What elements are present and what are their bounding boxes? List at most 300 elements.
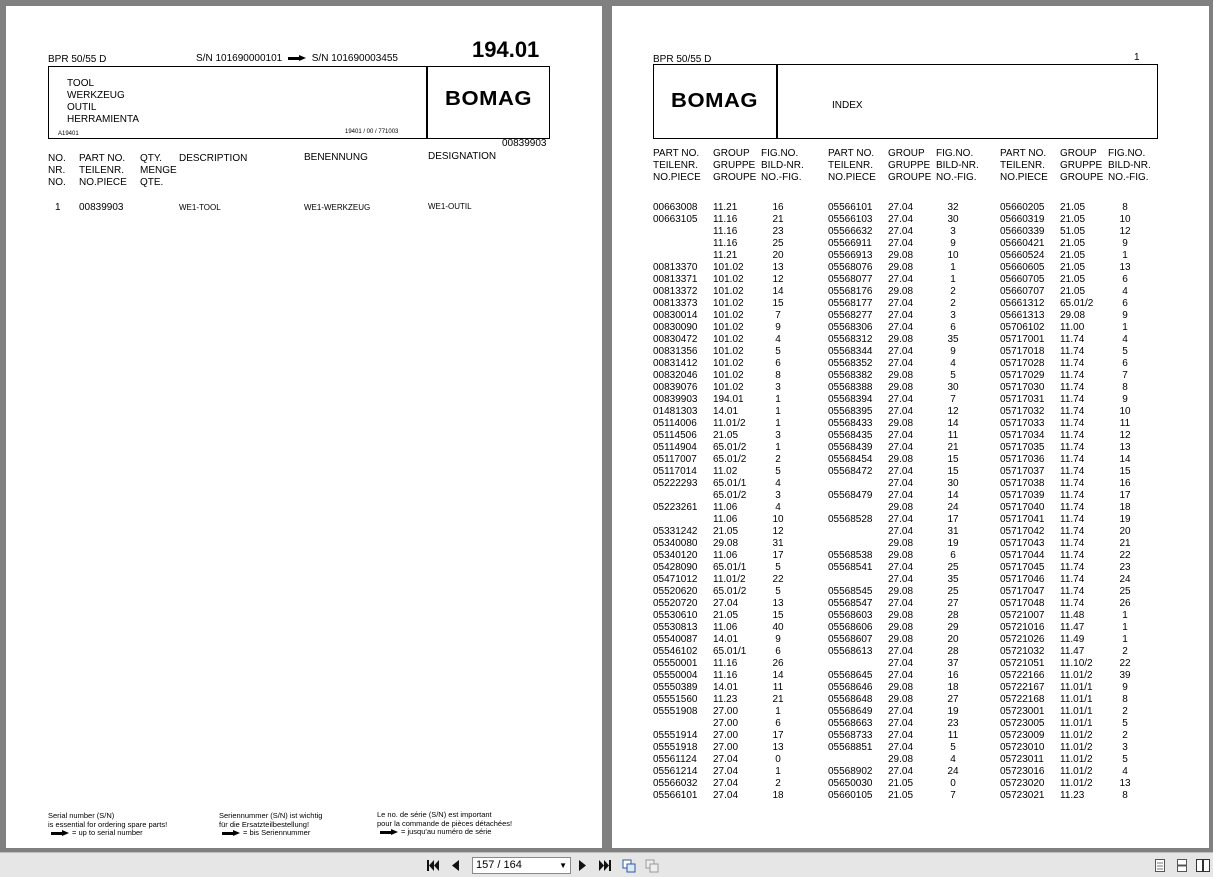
index-cell: 40: [772, 622, 784, 633]
index-cell: 05566632: [828, 226, 873, 237]
index-cell: 11.74: [1060, 478, 1085, 489]
index-cell: 00831412: [653, 358, 698, 369]
index-cell: 11.74: [1060, 526, 1085, 537]
index-cell: 05568277: [828, 310, 873, 321]
row-part: 00839903: [79, 202, 124, 213]
index-cell: 11.74: [1060, 502, 1085, 513]
index-cell: 1: [1122, 610, 1128, 621]
index-cell: 21: [947, 442, 959, 453]
index-cell: 05717041: [1000, 514, 1045, 525]
index-cell: 23: [772, 226, 784, 237]
index-col-part-2: [828, 202, 873, 802]
index-cell: 29.08: [888, 334, 914, 345]
index-cell: 05717039: [1000, 490, 1045, 501]
index-cell: 00831356: [653, 346, 698, 357]
index-cell: 24: [947, 766, 959, 777]
header-fig-3: FIG.NO. BILD-NR. NO.-FIG.: [1108, 148, 1151, 183]
index-cell: 101.02: [713, 262, 744, 273]
index-cell: 13: [1119, 778, 1131, 789]
index-cell: 11.06: [713, 622, 738, 633]
index-cell: 32: [947, 202, 959, 213]
index-cell: 05723020: [1000, 778, 1045, 789]
bomag-logo: BOMAG: [445, 88, 533, 110]
index-col-fig-1: [769, 202, 787, 802]
index-cell: 6: [950, 550, 956, 561]
index-col-group-3: [1060, 202, 1093, 802]
index-cell: 11.74: [1060, 346, 1085, 357]
index-cell: 27.04: [888, 670, 914, 681]
index-cell: 05550389: [653, 682, 698, 693]
index-cell: 13: [1119, 262, 1131, 273]
index-cell: 11.01/2: [713, 418, 746, 429]
index-cell: 11.01/2: [1060, 670, 1093, 681]
ref-number: 00839903: [502, 138, 547, 149]
index-cell: 0: [950, 778, 956, 789]
index-col-part-1: [653, 202, 698, 802]
index-cell: 20: [1119, 526, 1131, 537]
index-cell: 05660605: [1000, 262, 1045, 273]
next-page-button[interactable]: [577, 858, 589, 873]
index-cell: 27.04: [888, 514, 914, 525]
header-fig-1: FIG.NO. BILD-NR. NO.-FIG.: [761, 148, 804, 183]
title-es: HERRAMIENTA: [67, 114, 140, 125]
index-cell: 05568312: [828, 334, 873, 345]
index-cell: 29.08: [888, 538, 914, 549]
index-cell: 10: [772, 514, 784, 525]
index-cell: 14: [947, 490, 959, 501]
index-cell: 101.02: [713, 334, 744, 345]
index-cell: 11: [1119, 418, 1131, 429]
index-cell: 26: [772, 658, 784, 669]
index-cell: 11.48: [1060, 610, 1085, 621]
index-cell: 05568541: [828, 562, 873, 573]
index-cell: 3: [775, 430, 781, 441]
index-cell: 101.02: [713, 322, 744, 333]
header-qty: QTY. MENGE QTE.: [140, 153, 177, 188]
index-cell: 11.74: [1060, 358, 1085, 369]
index-col-group-2: [888, 202, 913, 802]
index-cell: 101.02: [713, 286, 744, 297]
index-cell: 12: [947, 406, 959, 417]
index-cell: 14.01: [713, 682, 739, 693]
index-cell: 05660421: [1000, 238, 1045, 249]
index-cell: 05660319: [1000, 214, 1045, 225]
header-part-no: PART NO. TEILENR. NO.PIECE: [79, 153, 127, 188]
index-cell: 2: [1122, 646, 1128, 657]
index-cell: 05568733: [828, 730, 873, 741]
header-description: DESCRIPTION: [179, 153, 248, 164]
index-cell: 28: [947, 646, 959, 657]
title-divider: [426, 66, 428, 139]
index-cell: 00813371: [653, 274, 698, 285]
page-selector[interactable]: [472, 857, 571, 874]
header-part-2: PART NO. TEILENR. NO.PIECE: [828, 148, 876, 183]
index-cell: 29.08: [888, 634, 914, 645]
index-cell: 7: [950, 790, 956, 801]
arrow-icon: [222, 831, 240, 836]
index-cell: 6: [775, 718, 781, 729]
index-cell: 27.04: [888, 466, 914, 477]
index-col-fig-2: [944, 202, 962, 802]
header-benennung: BENENNUNG: [304, 152, 368, 163]
index-cell: 11.74: [1060, 382, 1085, 393]
index-cell: 11.74: [1060, 418, 1085, 429]
index-cell: 00813370: [653, 262, 698, 273]
index-cell: 65.01/2: [1060, 298, 1094, 309]
index-cell: 15: [1119, 466, 1131, 477]
index-cell: 05722168: [1000, 694, 1045, 705]
index-cell: 101.02: [713, 310, 744, 321]
index-cell: 05551918: [653, 742, 698, 753]
index-cell: 9: [1122, 310, 1128, 321]
index-cell: 20: [772, 250, 784, 261]
index-cell: 27.04: [888, 478, 914, 489]
row-benennung: WE1-WERKZEUG: [304, 203, 371, 212]
index-cell: 05717046: [1000, 574, 1045, 585]
last-page-button[interactable]: [597, 858, 613, 873]
index-cell: 11.74: [1060, 394, 1085, 405]
index-cell: 27.04: [713, 778, 739, 789]
index-cell: 11.16: [713, 238, 738, 249]
index-cell: 05568606: [828, 622, 873, 633]
index-cell: 1: [1122, 634, 1128, 645]
index-cell: 05660339: [1000, 226, 1045, 237]
arrow-icon: [51, 831, 69, 836]
index-cell: 00830472: [653, 334, 698, 345]
index-cell: 11.74: [1060, 574, 1085, 585]
index-cell: 21.05: [713, 526, 739, 537]
index-cell: 27.04: [888, 442, 914, 453]
index-cell: 11.74: [1060, 586, 1085, 597]
index-cell: 05717038: [1000, 478, 1045, 489]
index-cell: 05723009: [1000, 730, 1045, 741]
index-cell: 25: [947, 586, 959, 597]
index-cell: 00839076: [653, 382, 698, 393]
index-cell: 18: [1119, 502, 1131, 513]
index-cell: 1: [1122, 322, 1128, 333]
index-cell: 8: [775, 370, 781, 381]
index-cell: 12: [772, 274, 784, 285]
first-page-button[interactable]: [425, 858, 441, 873]
index-cell: 3: [1122, 742, 1128, 753]
header-designation: DESIGNATION: [428, 151, 497, 162]
index-cell: 27.04: [888, 298, 914, 309]
index-cell: 05721007: [1000, 610, 1045, 621]
index-cell: 05551914: [653, 730, 698, 741]
index-cell: 05568439: [828, 442, 873, 453]
index-cell: 05660707: [1000, 286, 1045, 297]
index-cell: 05114904: [653, 442, 697, 453]
index-cell: 21.05: [1060, 250, 1086, 261]
index-cell: 05568344: [828, 346, 873, 357]
index-cell: 13: [772, 742, 784, 753]
footer-fr: Le no. de série (S/N) est important pour la commande de pièces détachées! = jusqu'au numéro de série: [377, 810, 513, 836]
index-cell: 6: [1122, 358, 1128, 369]
index-cell: 27.04: [888, 346, 914, 357]
index-cell: 00813372: [653, 286, 698, 297]
index-cell: 05114506: [653, 430, 697, 441]
index-cell: 11.74: [1060, 514, 1085, 525]
page-number: 1: [1134, 52, 1140, 63]
index-cell: 3: [775, 490, 781, 501]
index-cell: 11.47: [1060, 622, 1085, 633]
index-cell: 15: [947, 466, 959, 477]
index-cell: 13: [1119, 442, 1131, 453]
index-cell: 11.47: [1060, 646, 1085, 657]
index-cell: 05566101: [653, 790, 698, 801]
index-cell: 11.74: [1060, 550, 1085, 561]
index-cell: 4: [950, 358, 956, 369]
index-cell: 11.06: [713, 502, 738, 513]
continuous-view-button[interactable]: [1175, 858, 1189, 873]
index-cell: 05723010: [1000, 742, 1045, 753]
index-cell: 24: [947, 502, 959, 513]
index-cell: [653, 514, 698, 526]
index-cell: 05568851: [828, 742, 873, 753]
index-cell: 05568472: [828, 466, 873, 477]
index-cell: 21.05: [1060, 238, 1086, 249]
index-cell: 29.08: [888, 586, 914, 597]
index-cell: 27.00: [713, 706, 739, 717]
index-cell: 101.02: [713, 274, 744, 285]
index-cell: 27.04: [888, 574, 914, 585]
index-cell: 2: [775, 454, 781, 465]
index-cell: 21.05: [1060, 286, 1086, 297]
index-cell: 05223261: [653, 502, 698, 513]
index-cell: 27.04: [888, 490, 914, 501]
index-cell: 00663105: [653, 214, 698, 225]
index-cell: 11.01/2: [1060, 754, 1093, 765]
header-group-1: GROUP GRUPPE GROUPE: [713, 148, 757, 183]
arrow-icon: [380, 830, 398, 835]
two-page-view-button[interactable]: [1195, 858, 1211, 873]
header-no: NO. NR. NO.: [48, 153, 66, 188]
index-cell: 11.74: [1060, 598, 1085, 609]
index-cell: 27.04: [888, 226, 914, 237]
index-cell: 1: [775, 766, 781, 777]
chevron-down-icon: ▼: [559, 861, 567, 870]
index-cell: 6: [775, 646, 781, 657]
index-cell: 05568177: [828, 298, 873, 309]
index-cell: 22: [772, 574, 784, 585]
index-cell: 05722166: [1000, 670, 1045, 681]
index-cell: 11.21: [713, 202, 738, 213]
index-cell: 29.08: [888, 622, 914, 633]
copy-page-button[interactable]: [621, 858, 637, 873]
index-cell: 8: [1122, 790, 1128, 801]
index-cell: 2: [1122, 730, 1128, 741]
index-cell: 05717040: [1000, 502, 1045, 513]
index-cell: 05717029: [1000, 370, 1045, 381]
index-cell: 22: [1119, 658, 1131, 669]
index-cell: 30: [947, 382, 959, 393]
index-cell: 27.00: [713, 718, 739, 729]
index-title: INDEX: [832, 100, 863, 111]
index-cell: 29.08: [713, 538, 739, 549]
two-page-icon: [1196, 859, 1210, 872]
index-cell: 11.16: [713, 658, 738, 669]
index-cell: 1: [775, 442, 781, 453]
index-cell: 05568395: [828, 406, 873, 417]
index-cell: 11.01/2: [1060, 742, 1093, 753]
index-cell: 05717048: [1000, 598, 1045, 609]
index-cell: 27.04: [888, 238, 914, 249]
single-page-view-button[interactable]: [1153, 858, 1167, 873]
index-cell: 7: [1122, 370, 1128, 381]
index-cell: 9: [950, 238, 956, 249]
index-cell: 11.74: [1060, 442, 1085, 453]
index-cell: 51.05: [1060, 226, 1086, 237]
index-cell: 00813373: [653, 298, 698, 309]
index-cell: 11: [772, 682, 784, 693]
index-cell: 15: [772, 298, 784, 309]
paste-icon: [645, 859, 659, 873]
index-cell: 21: [1119, 538, 1131, 549]
index-cell: 11.06: [713, 514, 738, 525]
index-cell: 27.04: [888, 718, 914, 729]
index-cell: 4: [1122, 766, 1128, 777]
index-cell: 23: [1119, 562, 1131, 573]
index-cell: 4: [775, 478, 781, 489]
index-cell: 27.04: [888, 274, 914, 285]
index-cell: 23: [947, 718, 959, 729]
index-cell: 05660524: [1000, 250, 1045, 261]
index-cell: 4: [775, 334, 781, 345]
index-cell: 05568388: [828, 382, 873, 393]
index-cell: 9: [1122, 394, 1128, 405]
index-cell: 05568902: [828, 766, 873, 777]
index-cell: 29.08: [888, 382, 914, 393]
index-cell: 19: [947, 706, 959, 717]
index-cell: 05568352: [828, 358, 873, 369]
index-cell: 5: [775, 346, 781, 357]
index-cell: 8: [1122, 382, 1128, 393]
index-cell: 05721026: [1000, 634, 1045, 645]
index-cell: 101.02: [713, 382, 744, 393]
index-col-part-3: [1000, 202, 1045, 802]
index-cell: 11.74: [1060, 562, 1085, 573]
index-cell: 05566032: [653, 778, 698, 789]
index-cell: 1: [775, 418, 781, 429]
index-cell: 29.08: [888, 418, 914, 429]
index-cell: 14.01: [713, 634, 739, 645]
title-en: TOOL: [67, 78, 95, 89]
index-cell: 11.01/2: [713, 574, 746, 585]
index-cell: 2: [950, 286, 956, 297]
index-cell: 1: [950, 274, 956, 285]
index-cell: 11.00: [1060, 322, 1085, 333]
index-cell: 05561214: [653, 766, 698, 777]
index-cell: 05568545: [828, 586, 873, 597]
index-cell: 14: [947, 418, 959, 429]
index-cell: 2: [1122, 706, 1128, 717]
index-cell: [653, 718, 698, 730]
index-cell: 14: [772, 286, 784, 297]
index-cell: 6: [1122, 274, 1128, 285]
index-cell: 05723021: [1000, 790, 1045, 801]
index-cell: [828, 502, 873, 514]
index-cell: 05717032: [1000, 406, 1045, 417]
index-cell: 05340120: [653, 550, 698, 561]
index-cell: 05428090: [653, 562, 698, 573]
index-cell: 16: [1119, 478, 1131, 489]
index-cell: [828, 538, 873, 550]
model-label: BPR 50/55 D: [653, 54, 712, 65]
index-cell: 11.06: [713, 550, 738, 561]
drawing-code: A19401: [58, 131, 79, 137]
index-cell: 12: [772, 526, 784, 537]
index-cell: 05661313: [1000, 310, 1045, 321]
index-cell: 05561124: [653, 754, 697, 765]
index-cell: 05551908: [653, 706, 698, 717]
index-cell: 4: [1122, 286, 1128, 297]
index-cell: 14: [772, 670, 784, 681]
index-cell: 31: [772, 538, 784, 549]
previous-page-icon: [451, 860, 459, 871]
last-page-icon: [599, 860, 611, 871]
viewer-toolbar: [0, 852, 1213, 877]
paste-page-button[interactable]: [644, 858, 660, 873]
index-cell: 27.04: [713, 790, 739, 801]
index-cell: 5: [1122, 754, 1128, 765]
index-cell: 101.02: [713, 358, 744, 369]
doc-code: 19401 / 00 / 771003: [345, 129, 399, 135]
index-cell: 65.01/1: [713, 478, 747, 489]
next-page-icon: [579, 860, 587, 871]
index-cell: 21.05: [1060, 214, 1086, 225]
index-cell: 6: [775, 358, 781, 369]
index-cell: 05717047: [1000, 586, 1045, 597]
index-cell: 5: [775, 466, 781, 477]
index-cell: 25: [947, 562, 959, 573]
index-cell: [653, 226, 698, 238]
footer-en: Serial number (S/N) is essential for ordering spare parts! = up to serial number: [48, 811, 168, 837]
index-cell: 05717001: [1000, 334, 1045, 345]
index-cell: 11.01/1: [1060, 706, 1093, 717]
index-cell: 15: [947, 454, 959, 465]
index-cell: 3: [950, 310, 956, 321]
index-cell: 1: [775, 706, 781, 717]
index-cell: 2: [950, 298, 956, 309]
index-cell: 05568176: [828, 286, 873, 297]
index-cell: 27.04: [888, 202, 914, 213]
index-cell: 25: [772, 238, 784, 249]
index-cell: 27.04: [888, 322, 914, 333]
index-cell: 29.08: [1060, 310, 1086, 321]
copy-icon: [622, 859, 636, 873]
index-cell: 3: [950, 226, 956, 237]
previous-page-button[interactable]: [448, 858, 462, 873]
index-cell: 9: [1122, 682, 1128, 693]
index-cell: 15: [772, 610, 784, 621]
index-cell: 21.05: [888, 778, 914, 789]
index-cell: 26: [1119, 598, 1131, 609]
index-cell: 05566913: [828, 250, 873, 261]
index-cell: 18: [772, 790, 784, 801]
index-cell: [828, 526, 873, 538]
index-cell: 05117014: [653, 466, 697, 477]
index-cell: 7: [950, 394, 956, 405]
index-cell: 27.04: [888, 394, 914, 405]
index-cell: 65.01/2: [713, 442, 747, 453]
index-cell: 05568076: [828, 262, 873, 273]
index-cell: 13: [772, 598, 784, 609]
index-cell: 05568382: [828, 370, 873, 381]
index-cell: 11.10/2: [1060, 658, 1093, 669]
index-cell: 21.05: [1060, 262, 1086, 273]
index-cell: 6: [1122, 298, 1128, 309]
index-cell: 29.08: [888, 262, 914, 273]
